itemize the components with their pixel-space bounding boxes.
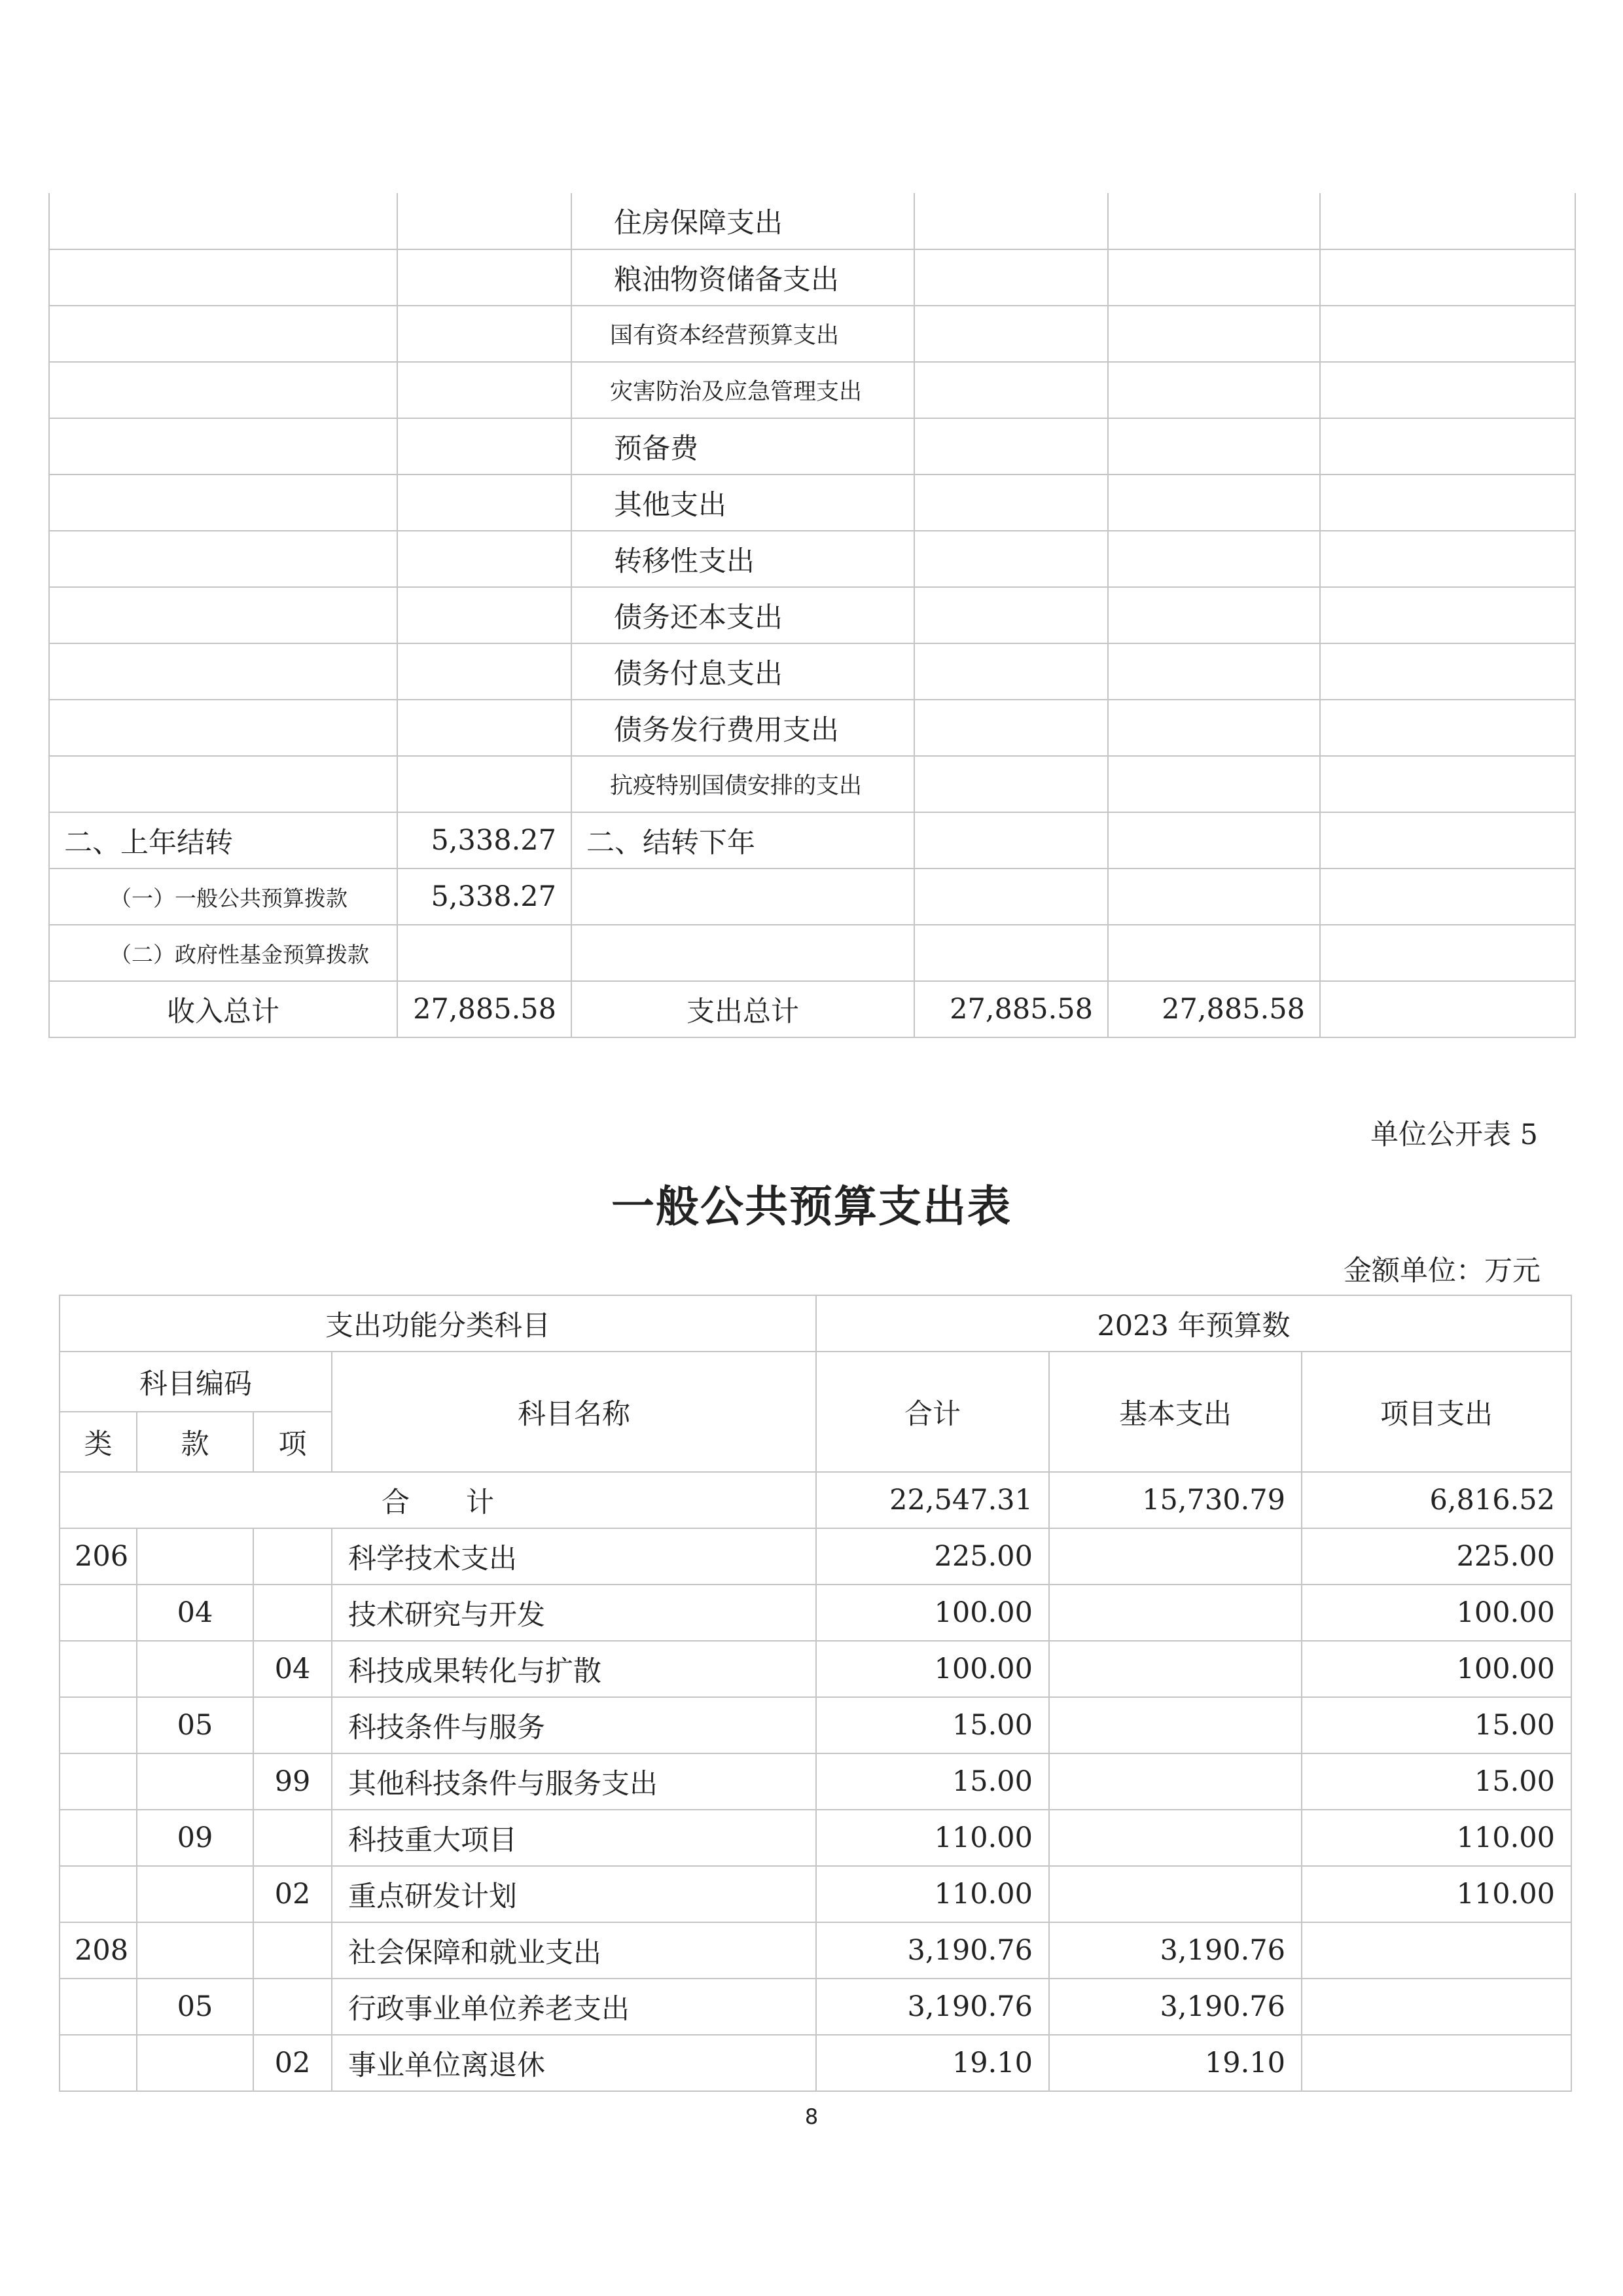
basic-amount: 3,190.76 <box>1049 1979 1302 2035</box>
xiang-code: 04 <box>253 1641 332 1697</box>
general-alloc-label: （一）一般公共预算拨款 <box>49 869 397 925</box>
expense-item-name: 其他支出 <box>571 475 914 531</box>
expense-item-name: 国有资本经营预算支出 <box>571 306 914 362</box>
kuan-code: 05 <box>137 1697 253 1753</box>
expense-item-name: 转移性支出 <box>571 531 914 587</box>
carry-in-value: 5,338.27 <box>397 812 571 869</box>
expense-item-name: 抗疫特别国债安排的支出 <box>571 756 914 812</box>
expense-item-row <box>49 531 1575 587</box>
table-row <box>60 2035 1571 2091</box>
page-number: 8 <box>804 2104 819 2129</box>
basic-amount <box>1049 1585 1302 1641</box>
page-title: 一般公共预算支出表 <box>611 1181 1012 1232</box>
project-amount: 110.00 <box>1302 1866 1571 1922</box>
project-header: 项目支出 <box>1302 1352 1571 1472</box>
xiang-code <box>253 1585 332 1641</box>
project-amount: 100.00 <box>1302 1641 1571 1697</box>
header-row-2 <box>60 1352 1571 1412</box>
income-total-label: 收入总计 <box>49 981 397 1037</box>
kuan-code <box>137 1866 253 1922</box>
table-row <box>60 1866 1571 1922</box>
general-alloc-row <box>49 869 1575 925</box>
table-row <box>60 1810 1571 1866</box>
lei-code <box>60 1641 137 1697</box>
expense-item-row <box>49 193 1575 249</box>
xiang-code <box>253 1810 332 1866</box>
subject-name: 科学技术支出 <box>332 1528 816 1585</box>
kuan-code <box>137 1641 253 1697</box>
total-row-label: 合 计 <box>60 1472 816 1528</box>
xiang-code <box>253 1979 332 2035</box>
table-row <box>60 1528 1571 1585</box>
code-group-header: 科目编码 <box>60 1352 332 1412</box>
project-amount: 225.00 <box>1302 1528 1571 1585</box>
expense-item-name: 债务付息支出 <box>571 643 914 700</box>
expense-item-row <box>49 362 1575 418</box>
subject-name: 科技成果转化与扩散 <box>332 1641 816 1697</box>
expense-item-name: 债务发行费用支出 <box>571 700 914 756</box>
total-row-basic: 15,730.79 <box>1049 1472 1302 1528</box>
subject-name: 社会保障和就业支出 <box>332 1922 816 1979</box>
xiang-code <box>253 1528 332 1585</box>
carry-in-row <box>49 812 1575 869</box>
subject-name: 其他科技条件与服务支出 <box>332 1753 816 1810</box>
project-amount <box>1302 1922 1571 1979</box>
expense-item-row <box>49 306 1575 362</box>
lei-code <box>60 1753 137 1810</box>
subject-name: 事业单位离退休 <box>332 2035 816 2091</box>
general-alloc-value: 5,338.27 <box>397 869 571 925</box>
xiang-code: 02 <box>253 1866 332 1922</box>
expense-item-row <box>49 700 1575 756</box>
carry-in-label: 二、上年结转 <box>49 812 397 869</box>
lei-header: 类 <box>60 1412 137 1472</box>
total-row-project: 6,816.52 <box>1302 1472 1571 1528</box>
basic-amount: 3,190.76 <box>1049 1922 1302 1979</box>
expense-item-row <box>49 587 1575 643</box>
xiang-code <box>253 1697 332 1753</box>
table-row <box>60 1641 1571 1697</box>
xiang-code: 02 <box>253 2035 332 2091</box>
total-header: 合计 <box>816 1352 1049 1472</box>
lei-code <box>60 1979 137 2035</box>
general-budget-expense-table <box>59 1295 1572 2092</box>
kuan-code: 04 <box>137 1585 253 1641</box>
total-row <box>60 1472 1571 1528</box>
basic-amount <box>1049 1753 1302 1810</box>
total-amount: 3,190.76 <box>816 1979 1049 2035</box>
expense-item-name: 粮油物资储备支出 <box>571 249 914 306</box>
expense-item-name: 债务还本支出 <box>571 587 914 643</box>
total-amount: 15.00 <box>816 1753 1049 1810</box>
lei-code <box>60 1810 137 1866</box>
subject-name: 科技重大项目 <box>332 1810 816 1866</box>
total-amount: 100.00 <box>816 1585 1049 1641</box>
lei-code <box>60 1697 137 1753</box>
expense-item-name: 住房保障支出 <box>571 193 914 249</box>
total-amount: 3,190.76 <box>816 1922 1049 1979</box>
carry-out-label: 二、结转下年 <box>571 812 914 869</box>
table-row <box>60 1753 1571 1810</box>
project-amount: 15.00 <box>1302 1753 1571 1810</box>
fund-alloc-label: （二）政府性基金预算拨款 <box>49 925 397 981</box>
subject-name: 重点研发计划 <box>332 1866 816 1922</box>
subject-name: 科技条件与服务 <box>332 1697 816 1753</box>
expense-total-label: 支出总计 <box>571 981 914 1037</box>
kuan-code <box>137 1922 253 1979</box>
lei-code: 208 <box>60 1922 137 1979</box>
total-amount: 19.10 <box>816 2035 1049 2091</box>
project-amount <box>1302 2035 1571 2091</box>
total-row-total: 22,547.31 <box>816 1472 1049 1528</box>
expense-item-name: 预备费 <box>571 418 914 475</box>
budget-group-header: 2023 年预算数 <box>816 1295 1571 1352</box>
table-row <box>60 1585 1571 1641</box>
total-amount: 110.00 <box>816 1810 1049 1866</box>
lei-code <box>60 2035 137 2091</box>
project-amount: 15.00 <box>1302 1697 1571 1753</box>
expense-total-value-2: 27,885.58 <box>1108 981 1320 1037</box>
category-group-header: 支出功能分类科目 <box>60 1295 816 1352</box>
table-number: 单位公开表 5 <box>1370 1119 1538 1151</box>
basic-amount <box>1049 1697 1302 1753</box>
header-row-1 <box>60 1295 1571 1352</box>
xiang-code <box>253 1922 332 1979</box>
basic-amount <box>1049 1866 1302 1922</box>
project-amount: 110.00 <box>1302 1810 1571 1866</box>
subject-name: 技术研究与开发 <box>332 1585 816 1641</box>
kuan-code <box>137 1528 253 1585</box>
lei-code <box>60 1866 137 1922</box>
lei-code: 206 <box>60 1528 137 1585</box>
basic-header: 基本支出 <box>1049 1352 1302 1472</box>
kuan-header: 款 <box>137 1412 253 1472</box>
expense-item-row <box>49 756 1575 812</box>
total-amount: 110.00 <box>816 1866 1049 1922</box>
basic-amount <box>1049 1810 1302 1866</box>
subject-name: 行政事业单位养老支出 <box>332 1979 816 2035</box>
xiang-header: 项 <box>253 1412 332 1472</box>
name-header: 科目名称 <box>332 1352 816 1472</box>
total-amount: 225.00 <box>816 1528 1049 1585</box>
basic-amount: 19.10 <box>1049 2035 1302 2091</box>
expense-item-row <box>49 475 1575 531</box>
basic-amount <box>1049 1528 1302 1585</box>
income-total-value: 27,885.58 <box>397 981 571 1037</box>
kuan-code <box>137 1753 253 1810</box>
lei-code <box>60 1585 137 1641</box>
kuan-code: 09 <box>137 1810 253 1866</box>
project-amount <box>1302 1979 1571 2035</box>
expense-item-row <box>49 249 1575 306</box>
expense-item-row <box>49 418 1575 475</box>
kuan-code: 05 <box>137 1979 253 2035</box>
expense-item-row <box>49 643 1575 700</box>
income-expense-summary-table <box>48 193 1576 1038</box>
expense-item-name: 灾害防治及应急管理支出 <box>571 362 914 418</box>
total-amount: 15.00 <box>816 1697 1049 1753</box>
totals-row <box>49 981 1575 1037</box>
expense-total-value: 27,885.58 <box>914 981 1108 1037</box>
table-row <box>60 1979 1571 2035</box>
project-amount: 100.00 <box>1302 1585 1571 1641</box>
basic-amount <box>1049 1641 1302 1697</box>
table-row <box>60 1697 1571 1753</box>
table-row <box>60 1922 1571 1979</box>
total-amount: 100.00 <box>816 1641 1049 1697</box>
xiang-code: 99 <box>253 1753 332 1810</box>
amount-unit: 金额单位：万元 <box>1344 1255 1541 1287</box>
kuan-code <box>137 2035 253 2091</box>
fund-alloc-row <box>49 925 1575 981</box>
